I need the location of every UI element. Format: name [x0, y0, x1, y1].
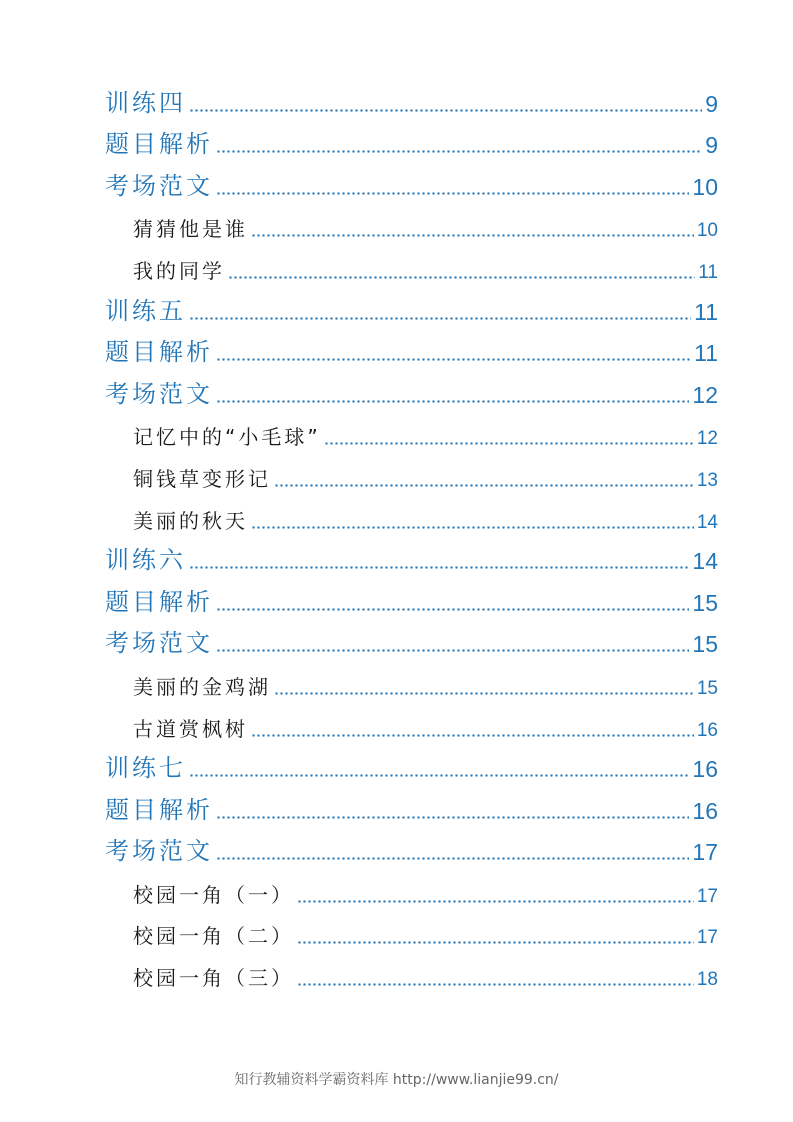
toc-page-number: 16 [696, 719, 718, 741]
toc-subentry[interactable] [105, 658, 718, 700]
toc-entry-label: 记忆中的“小毛球” [133, 425, 321, 450]
toc-page-number: 11 [698, 261, 718, 283]
toc-page-number: 11 [694, 298, 718, 325]
dot-leader [297, 900, 694, 903]
toc-page-number: 15 [692, 631, 718, 658]
dot-leader [189, 566, 689, 569]
toc-entry-label: 我的同学 [133, 258, 225, 283]
toc-page-number: 9 [705, 90, 718, 117]
dot-leader [251, 234, 694, 237]
toc-entry-label: 考场范文 [105, 379, 213, 408]
dot-leader [297, 941, 694, 944]
toc-entry[interactable] [105, 825, 718, 867]
toc-entry[interactable] [105, 326, 718, 368]
toc-entry[interactable] [105, 742, 718, 784]
toc-entry-label: 校园一角（二） [133, 924, 294, 949]
dot-leader [216, 192, 689, 195]
dot-leader [216, 608, 689, 611]
toc-page-number: 18 [696, 969, 718, 991]
toc-subentry[interactable] [105, 409, 718, 451]
dot-leader [324, 442, 694, 445]
toc-subentry[interactable] [105, 700, 718, 742]
toc-entry-label: 训练六 [105, 546, 186, 575]
toc-entry-label: 题目解析 [105, 587, 213, 616]
toc-entry-label: 考场范文 [105, 629, 213, 658]
dot-leader [216, 857, 689, 860]
dot-leader [274, 692, 694, 695]
toc-entry[interactable] [105, 159, 718, 201]
dot-leader [189, 109, 702, 112]
toc-page-number: 10 [696, 220, 718, 242]
toc-page-number: 16 [692, 756, 718, 783]
dot-leader [216, 150, 702, 153]
toc-entry-label: 猜猜他是谁 [133, 217, 248, 242]
dot-leader [216, 400, 689, 403]
toc-entry-label: 题目解析 [105, 338, 213, 367]
toc-entry-label: 铜钱草变形记 [133, 466, 271, 491]
toc-entry[interactable] [105, 284, 718, 326]
toc-page-number: 12 [696, 428, 718, 450]
toc-entry-label: 题目解析 [105, 130, 213, 159]
toc-subentry[interactable] [105, 242, 718, 284]
toc-entry-label: 题目解析 [105, 795, 213, 824]
toc-entry-label: 古道赏枫树 [133, 716, 248, 741]
toc-subentry[interactable] [105, 866, 718, 908]
dot-leader [216, 358, 691, 361]
toc-entry[interactable] [105, 575, 718, 617]
toc-subentry[interactable] [105, 908, 718, 950]
dot-leader [216, 816, 689, 819]
toc-entry-label: 训练七 [105, 754, 186, 783]
dot-leader [189, 317, 691, 320]
toc-subentry[interactable] [105, 949, 718, 991]
toc-page-number: 17 [696, 927, 718, 949]
dot-leader [216, 649, 689, 652]
toc-page-number: 13 [696, 469, 718, 491]
toc-page-number: 14 [692, 548, 718, 575]
toc-page-number: 17 [696, 885, 718, 907]
toc-subentry[interactable] [105, 492, 718, 534]
toc-entry-label: 校园一角（一） [133, 882, 294, 907]
toc-page-number: 9 [705, 132, 718, 159]
toc-page-number: 16 [692, 797, 718, 824]
table-of-contents [105, 76, 718, 991]
toc-entry[interactable] [105, 617, 718, 659]
page-footer: 知行教辅资料学霸资料库 http://www.lianjie99.cn/ [234, 1072, 559, 1088]
toc-entry[interactable] [105, 534, 718, 576]
toc-page-number: 12 [692, 381, 718, 408]
toc-entry-label: 校园一角（三） [133, 966, 294, 991]
toc-entry[interactable] [105, 118, 718, 160]
toc-entry[interactable] [105, 783, 718, 825]
toc-entry-label: 美丽的金鸡湖 [133, 674, 271, 699]
dot-leader [251, 734, 694, 737]
toc-entry[interactable] [105, 76, 718, 118]
toc-subentry[interactable] [105, 201, 718, 243]
toc-entry-label: 美丽的秋天 [133, 508, 248, 533]
toc-entry-label: 训练五 [105, 296, 186, 325]
toc-page-number: 11 [694, 340, 718, 367]
toc-page-number: 14 [696, 511, 718, 533]
toc-page-number: 17 [692, 839, 718, 866]
toc-page-number: 15 [696, 677, 718, 699]
toc-entry-label: 训练四 [105, 88, 186, 117]
toc-entry[interactable] [105, 367, 718, 409]
dot-leader [189, 774, 689, 777]
dot-leader [297, 983, 694, 986]
toc-page-number: 15 [692, 589, 718, 616]
dot-leader [251, 526, 694, 529]
toc-entry-label: 考场范文 [105, 837, 213, 866]
dot-leader [228, 276, 695, 279]
dot-leader [274, 484, 694, 487]
toc-page-number: 10 [692, 173, 718, 200]
toc-entry-label: 考场范文 [105, 171, 213, 200]
toc-subentry[interactable] [105, 450, 718, 492]
